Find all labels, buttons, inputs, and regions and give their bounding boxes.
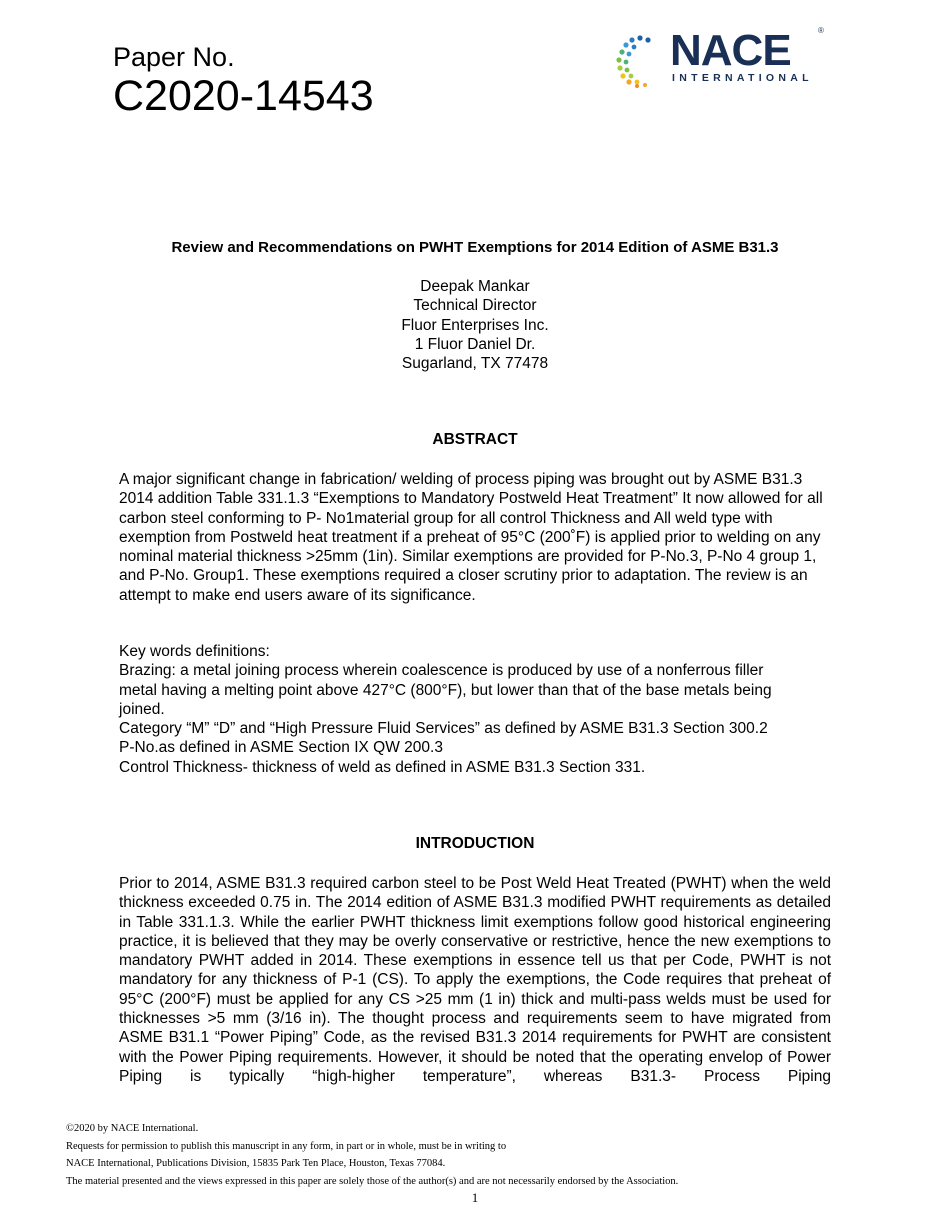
keyword-brazing-end: joined. — [119, 700, 165, 718]
nace-logo — [610, 26, 830, 92]
paper-label: Paper No. — [113, 42, 235, 72]
footer-copyright: ©2020 by NACE International. — [66, 1123, 199, 1134]
abstract-text: A major significant change in fabrication/ welding of process piping was brought out by ASME B31.3 2014 addition Table 331.1.3 “Exemptions to Mandatory Postweld Heat Treatment” It now allowed for all carbon steel conforming to P- No1material group for all control Thickness and All weld type with exemption from Postweld heat treatment if a preheat of 95°C (200˚F) is applied prior to welding on any nominal material thickness >25mm (1in). Similar exemptions are provided for P-No.3, P-No 4 group 1, and P-No. Group1. These exemptions required a closer scrutiny prior to adaptation. The review is an attempt to make end users aware of its significance. — [119, 471, 823, 604]
footer — [66, 1120, 906, 1191]
introduction-text: Prior to 2014, ASME B31.3 required carbon steel to be Post Weld Heat Treated (PWHT) when the weld thickness exceeded 0.75 in. The 2014 edition of ASME B31.3 modified PWHT requirements as detailed in Table 331.1.3. While the earlier PWHT thickness limit exemptions follow good historical engineering practice, it is believed that they may be overly conservative or restrictive, hence the new exemptions to mandatory PWHT added in 2014. These exemptions in essence tell us that per Code, PWHT is not mandatory for any thickness of P-1 (CS). To apply the exemptions, the Code requires that preheat of 95°C (200°F) must be applied for any CS >25 mm (1 in) thick and multi-pass welds must be used for thicknesses >5 mm (3/16 in). The thought process and requirements seem to have migrated from ASME B31.1 “Power Piping” Code, as the revised B31.3 2014 requirements for PWHT are consistent with the Power Piping requirements. However, it should be noted that the operating envelop of Power Piping is typically “high-higher temperature”, whereas B31.3- Process Piping — [119, 875, 831, 1085]
author-block — [0, 277, 950, 373]
paper-number: C2020-14543 — [113, 72, 374, 120]
keyword-brazing: Brazing: a metal joining process wherein coalescence is produced by use of a nonferrous filler — [119, 662, 764, 680]
footer-address: NACE International, Publications Division, 15835 Park Ten Place, Houston, Texas 77084. — [66, 1158, 446, 1170]
footer-permission: Requests for permission to publish this manuscript in any form, in part or in whole, must be in writing to — [66, 1140, 507, 1152]
keywords-block — [119, 642, 831, 777]
author-company: Fluor Enterprises Inc. — [401, 316, 549, 334]
keyword-brazing-cont: metal having a melting point above 427°C (800°F), but lower than that of the base metals being — [119, 681, 772, 699]
paper-title: Review and Recommendations on PWHT Exemptions for 2014 Edition of ASME B31.3 — [171, 239, 779, 256]
keywords-heading: Key words definitions: — [119, 643, 270, 660]
author-address-line-1: 1 Fluor Daniel Dr. — [414, 335, 536, 353]
logo-wordmark: NACE — [670, 26, 791, 75]
keyword-category: Category “M” “D” and “High Pressure Fluid Services” as defined by ASME B31.3 Section 300.2 — [119, 720, 768, 738]
author-address-line-2: Sugarland, TX 77478 — [401, 355, 549, 373]
nace-logo-icon — [610, 32, 670, 88]
keyword-p-no: P-No.as defined in ASME Section IX QW 200.3 — [119, 739, 443, 757]
introduction-heading: INTRODUCTION — [415, 835, 535, 852]
keyword-control-thickness: Control Thickness- thickness of weld as defined in ASME B31.3 Section 331. — [119, 758, 646, 776]
logo-subtitle: INTERNATIONAL — [672, 72, 813, 84]
page-number: 1 — [471, 1190, 479, 1205]
author-position: Technical Director — [413, 297, 537, 315]
author-name: Deepak Mankar — [420, 278, 530, 295]
abstract-heading: ABSTRACT — [432, 431, 518, 448]
registered-mark: ® — [818, 26, 824, 35]
footer-disclaimer: The material presented and the views expressed in this paper are solely those of the author(s) and are not necessarily endorsed by the Association. — [66, 1176, 679, 1188]
